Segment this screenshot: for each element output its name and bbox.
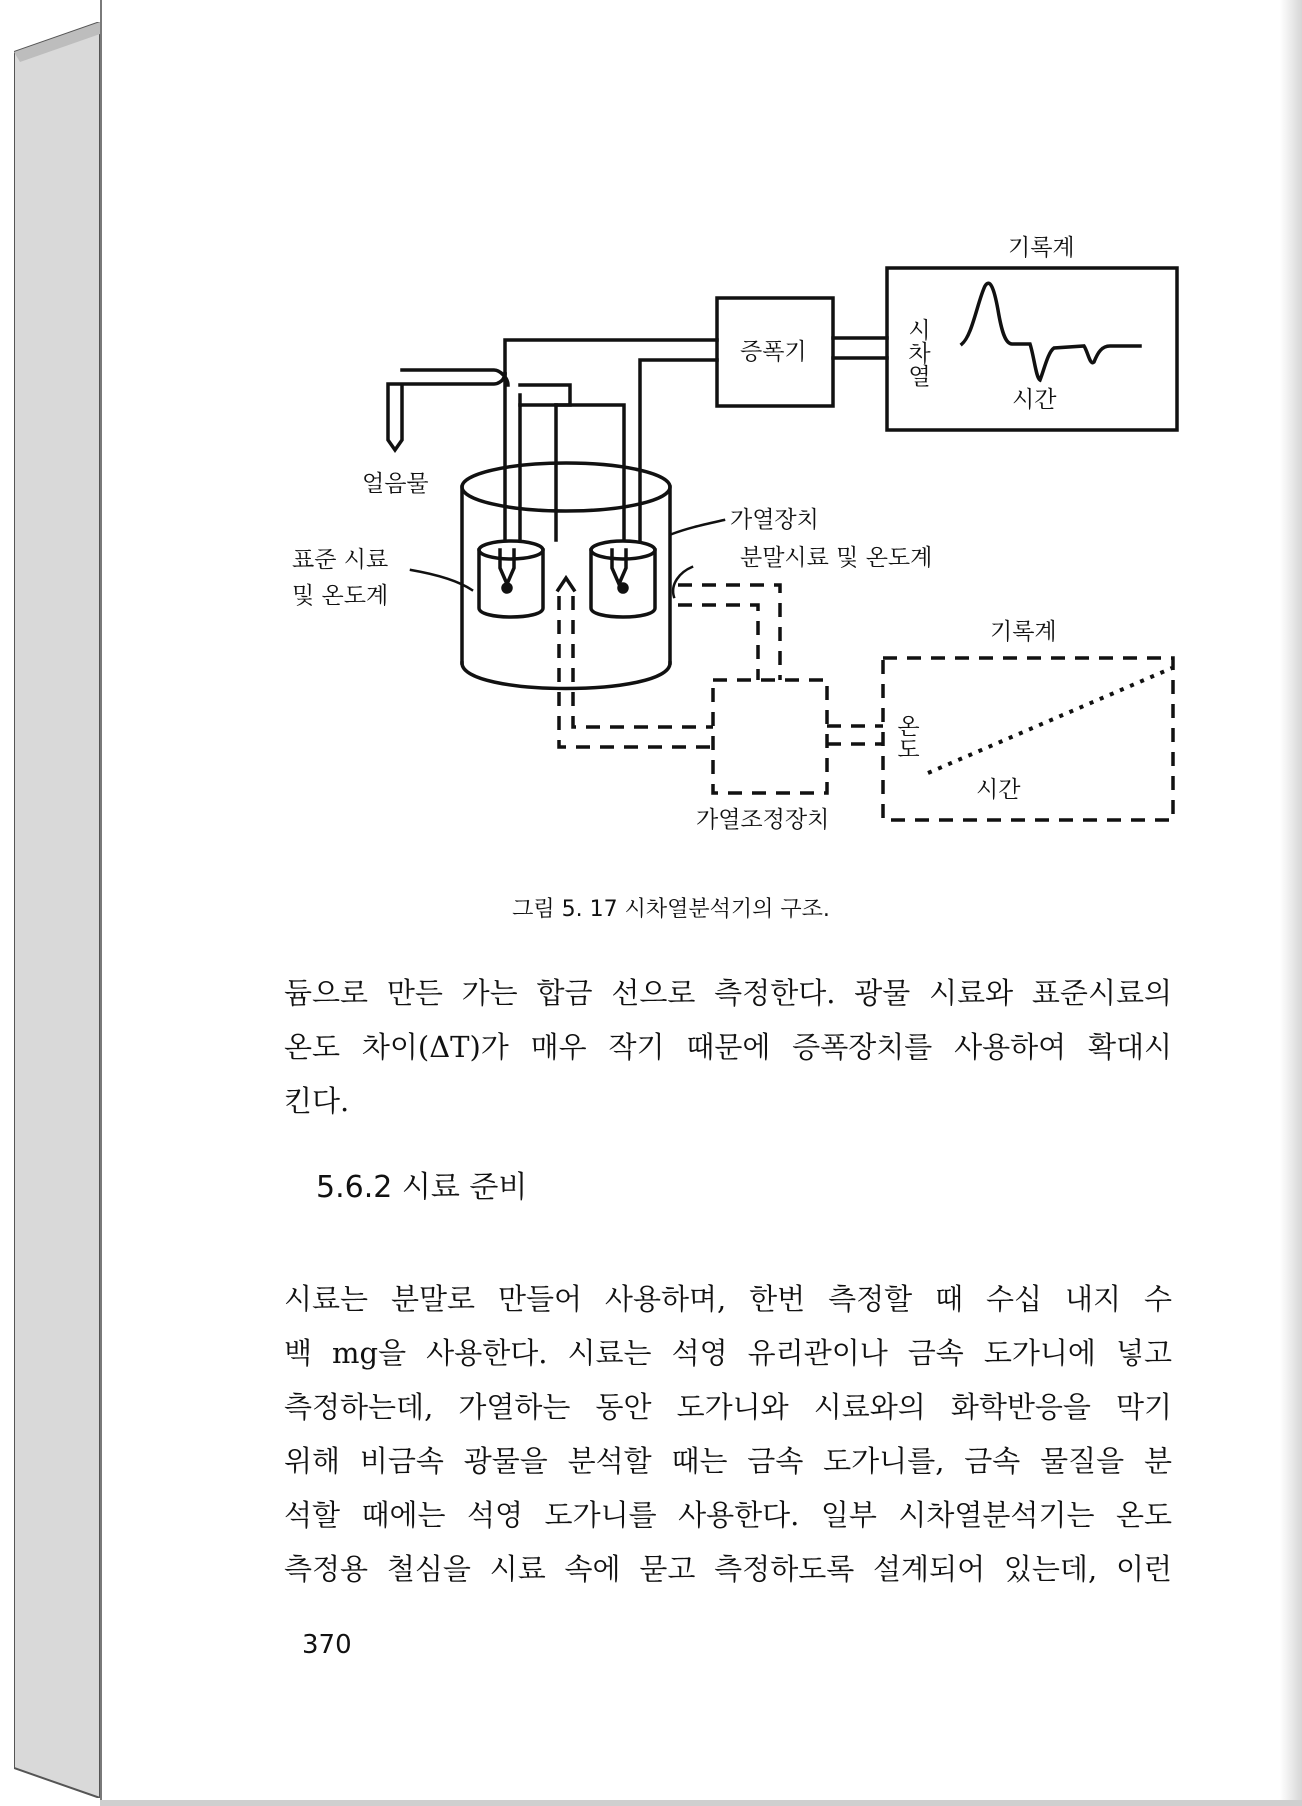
heat-controller-label: 가열조정장치 [696,807,830,833]
paragraph-2 [284,1272,1172,1596]
dta-diagram [0,0,1302,880]
temperature-axis-label: 온도 [893,714,919,760]
figure-caption: 그림 5. 17 시차열분석기의 구조. [512,897,830,922]
diff-heat-axis-label: 시차열 [904,318,930,387]
amplifier-label: 증폭기 [740,339,807,365]
bottom-time-axis-label: 시간 [976,777,1021,803]
ice-water-label: 얼음물 [362,471,429,497]
page-bottom-edge [100,1800,1302,1806]
top-time-axis-label: 시간 [1012,387,1057,413]
page-number: 370 [302,1630,352,1660]
paragraph-1-line: 킨다. [284,1084,350,1118]
paragraph-2-line: 측정용 철심을 시료 속에 묻고 측정하도록 설계되어 있는데, 이런 [284,1552,1172,1586]
standard-sample-label-line1: 표준 시료 [292,547,389,573]
standard-sample-label-line2: 및 온도계 [292,583,389,609]
paragraph-1 [284,966,1172,1128]
bottom-recorder-box [883,658,1173,820]
paragraph-1-line: 온도 차이(ΔT)가 매우 작기 때문에 증폭장치를 사용하여 확대시 [284,1030,1172,1064]
paragraph-2-line: 석할 때에는 석영 도가니를 사용한다. 일부 시차열분석기는 온도 [284,1498,1172,1532]
paragraph-2-line: 시료는 분말로 만들어 사용하며, 한번 측정할 때 수십 내지 수 [284,1282,1172,1316]
dta-curve [962,283,1140,380]
powder-sample-label: 분말시료 및 온도계 [740,545,933,571]
bottom-recorder-label: 기록계 [990,619,1057,645]
heat-controller-box [713,680,827,793]
paragraph-1-line: 듐으로 만든 가는 합금 선으로 측정한다. 광물 시료와 표준시료의 [284,976,1172,1010]
paragraph-2-line: 측정하는데, 가열하는 동안 도가니와 시료와의 화학반응을 막기 [284,1390,1172,1424]
section-heading: 5.6.2 시료 준비 [316,1170,528,1205]
top-recorder-label: 기록계 [1008,235,1075,261]
paragraph-2-line: 백 mg을 사용한다. 시료는 석영 유리관이나 금속 도가니에 넣고 [284,1336,1172,1370]
paragraph-2-line: 위해 비금속 광물을 분석할 때는 금속 도가니를, 금속 물질을 분 [284,1444,1172,1478]
dta-figure [0,0,1302,880]
heater-label: 가열장치 [730,507,819,533]
